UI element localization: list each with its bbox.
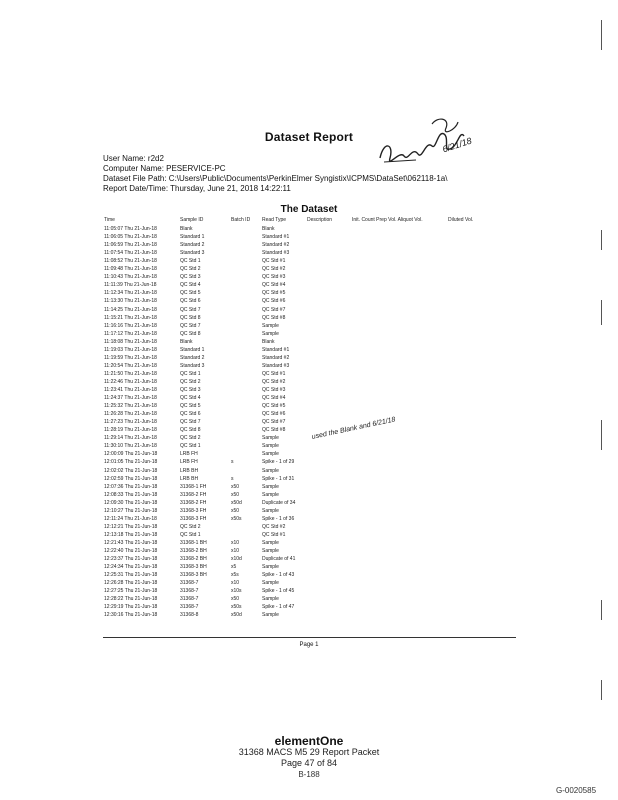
table-row (0, 508, 618, 515)
cell-time: 11:06:59 Thu 21-Jun-18 (104, 242, 157, 249)
cell-sample-id: QC Std 3 (180, 387, 201, 393)
cell-time: 11:26:28 Thu 21-Jun-18 (104, 411, 157, 418)
table-row (0, 347, 618, 354)
report-title: Dataset Report (264, 130, 354, 144)
cell-sample-id: Standard 3 (180, 362, 205, 369)
table-row (0, 524, 618, 531)
cell-time: 11:24:37 Thu 21-Jun-18 (104, 395, 157, 402)
cell-batch-id: x5s (231, 572, 239, 579)
table-row (0, 532, 618, 539)
cell-time: 12:12:21 Thu 21-Jun-18 (104, 523, 158, 530)
cell-read-type: Spike - 1 of 47 (262, 604, 295, 611)
cell-time: 11:13:30 Thu 21-Jun-18 (104, 298, 157, 305)
cell-read-type: Standard #2 (262, 242, 290, 249)
table-row (0, 339, 618, 346)
cell-read-type: Sample (262, 467, 279, 474)
col-header-volumes: Init. Count Prep Vol. Aliquot Vol. (352, 217, 423, 223)
cell-read-type: Sample (262, 580, 279, 587)
cell-time: 11:28:19 Thu 21-Jun-18 (104, 427, 157, 434)
table-row (0, 411, 618, 418)
cell-time: 12:28:22 Thu 21-Jun-18 (104, 596, 158, 603)
cell-read-type: Sample (262, 491, 279, 498)
cell-time: 11:06:05 Thu 21-Jun-18 (104, 234, 157, 241)
cell-batch-id: x5 (231, 564, 237, 571)
table-row (0, 403, 618, 410)
cell-time: 12:13:18 Thu 21-Jun-18 (104, 531, 158, 538)
cell-sample-id: 31368-3 BH (180, 564, 207, 571)
cell-read-type: Spike - 1 of 36 (262, 515, 295, 522)
cell-read-type: QC Std #7 (262, 306, 286, 313)
table-row (0, 435, 618, 442)
cell-sample-id: QC Std 7 (180, 322, 201, 329)
cell-read-type: Sample (262, 322, 279, 329)
cell-time: 12:21:43 Thu 21-Jun-18 (104, 539, 158, 546)
bates-number: B-188 (298, 770, 320, 779)
cell-sample-id: Standard 1 (180, 234, 205, 241)
cell-batch-id: x50d (231, 612, 242, 619)
cell-sample-id: QC Std 1 (180, 531, 201, 538)
packet-page: Page 47 of 84 (280, 758, 338, 768)
table-row (0, 355, 618, 362)
cell-read-type: QC Std #2 (262, 266, 286, 273)
cell-time: 11:16:16 Thu 21-Jun-18 (104, 322, 157, 329)
table-row (0, 427, 618, 434)
cell-read-type: Standard #2 (262, 354, 290, 361)
document-id: G-0020585 (556, 786, 597, 795)
cell-sample-id: 31368-2 FH (180, 491, 207, 498)
cell-read-type: Sample (262, 539, 279, 546)
cell-time: 11:17:12 Thu 21-Jun-18 (104, 330, 157, 337)
meta-computer: Computer Name: PESERVICE-PC (103, 164, 226, 173)
table-row (0, 387, 618, 394)
cell-read-type: Spike - 1 of 31 (262, 475, 295, 482)
meta-dataset-path: Dataset File Path: C:\Users\Public\Documents\PerkinElmer Syngistix\ICPMS\DataSet\062118-1a\ (103, 174, 448, 183)
table-row (0, 516, 618, 523)
cell-read-type: QC Std #8 (262, 427, 286, 434)
cell-sample-id: QC Std 2 (180, 435, 201, 442)
cell-sample-id: QC Std 8 (180, 427, 201, 434)
cell-sample-id: 31368-3 FH (180, 515, 207, 522)
cell-time: 11:09:48 Thu 21-Jun-18 (104, 266, 157, 273)
cell-read-type: Spike - 1 of 43 (262, 572, 295, 579)
cell-read-type: Sample (262, 507, 279, 514)
page-number: Page 1 (299, 642, 319, 648)
cell-sample-id: LRB BH (180, 467, 199, 474)
cell-sample-id: 31368-1 BH (180, 539, 207, 546)
cell-sample-id: QC Std 4 (180, 282, 201, 289)
cell-read-type: QC Std #5 (262, 403, 286, 410)
cell-read-type: Spike - 1 of 29 (262, 459, 295, 466)
cell-read-type: Duplicate of 34 (262, 499, 296, 506)
table-row (0, 540, 618, 547)
col-header-time: Time (104, 217, 115, 223)
cell-batch-id: x50 (231, 507, 240, 514)
scan-edge-mark (601, 20, 602, 50)
cell-sample-id: 31368-2 FH (180, 499, 207, 506)
cell-batch-id: x50 (231, 483, 240, 490)
cell-time: 12:26:28 Thu 21-Jun-18 (104, 580, 158, 587)
table-row (0, 266, 618, 273)
cell-batch-id: x10 (231, 580, 240, 587)
table-row (0, 476, 618, 483)
table-row (0, 274, 618, 281)
table-row (0, 226, 618, 233)
cell-time: 11:05:07 Thu 21-Jun-18 (104, 226, 157, 232)
cell-read-type: Sample (262, 612, 279, 619)
cell-time: 11:15:21 Thu 21-Jun-18 (104, 314, 157, 321)
table-row (0, 564, 618, 571)
cell-batch-id: x50 (231, 596, 240, 603)
cell-sample-id: QC Std 6 (180, 411, 201, 418)
cell-time: 11:25:32 Thu 21-Jun-18 (104, 403, 157, 410)
dataset-title: The Dataset (280, 204, 338, 215)
cell-batch-id: x10 (231, 548, 240, 554)
cell-sample-id: QC Std 1 (180, 370, 201, 377)
table-row (0, 307, 618, 314)
page-divider (103, 637, 516, 638)
table-row (0, 580, 618, 587)
cell-time: 12:11:24 Thu 21-Jun-18 (104, 515, 157, 522)
cell-time: 11:11:39 Thu 21-Jun-18 (104, 282, 157, 289)
cell-sample-id: QC Std 2 (180, 523, 201, 530)
cell-time: 11:21:50 Thu 21-Jun-18 (104, 370, 157, 377)
cell-time: 12:02:02 Thu 21-Jun-18 (104, 467, 158, 474)
table-row (0, 500, 618, 507)
cell-sample-id: Standard 3 (180, 250, 205, 257)
cell-batch-id: x50s (231, 515, 242, 522)
cell-sample-id: QC Std 7 (180, 419, 201, 426)
table-row (0, 234, 618, 241)
brand-name: elementOne (274, 734, 344, 748)
meta-report-datetime: Report Date/Time: Thursday, June 21, 2018 14:22:11 (103, 184, 291, 193)
scan-edge-mark (601, 300, 602, 325)
cell-time: 12:01:05 Thu 21-Jun-18 (104, 459, 158, 466)
cell-read-type: QC Std #2 (262, 378, 286, 385)
table-row (0, 242, 618, 249)
cell-sample-id: QC Std 5 (180, 403, 201, 410)
table-row (0, 315, 618, 322)
cell-time: 11:14:25 Thu 21-Jun-18 (104, 306, 157, 313)
cell-read-type: QC Std #2 (262, 523, 286, 530)
cell-time: 11:20:54 Thu 21-Jun-18 (104, 362, 157, 369)
cell-read-type: Standard #1 (262, 234, 290, 241)
cell-sample-id: Blank (180, 338, 193, 345)
cell-read-type: Sample (262, 564, 279, 571)
cell-read-type: QC Std #4 (262, 282, 286, 289)
cell-time: 11:12:34 Thu 21-Jun-18 (104, 290, 157, 297)
cell-batch-id: x50 (231, 491, 240, 498)
cell-read-type: Standard #3 (262, 362, 290, 369)
cell-read-type: Duplicate of 41 (262, 556, 296, 563)
cell-read-type: Sample (262, 435, 279, 442)
cell-sample-id: QC Std 3 (180, 274, 201, 281)
cell-time: 12:25:31 Thu 21-Jun-18 (104, 572, 158, 579)
cell-read-type: Sample (262, 483, 279, 490)
cell-sample-id: Standard 1 (180, 346, 205, 353)
col-header-sample-id: Sample ID (180, 217, 204, 223)
cell-sample-id: 31368-8 (180, 612, 199, 619)
table-row (0, 395, 618, 402)
cell-read-type: Sample (262, 596, 279, 603)
cell-batch-id: x10s (231, 588, 242, 595)
table-row (0, 484, 618, 491)
cell-read-type: QC Std #1 (262, 258, 286, 265)
cell-sample-id: 31368-2 BH (180, 548, 207, 554)
cell-sample-id: QC Std 8 (180, 314, 201, 321)
handwritten-note: used the Blank and 6/21/18 (311, 416, 397, 441)
cell-read-type: QC Std #4 (262, 395, 286, 402)
cell-batch-id: x50s (231, 604, 242, 611)
table-row (0, 596, 618, 603)
table-row (0, 443, 618, 450)
cell-sample-id: QC Std 5 (180, 290, 201, 297)
cell-time: 11:19:03 Thu 21-Jun-18 (104, 346, 157, 353)
table-row (0, 556, 618, 563)
cell-read-type: QC Std #7 (262, 419, 286, 426)
table-row (0, 379, 618, 386)
table-row (0, 250, 618, 257)
col-header-description: Description (307, 217, 333, 223)
scan-edge-mark (601, 600, 602, 620)
cell-time: 12:29:19 Thu 21-Jun-18 (104, 604, 158, 611)
cell-read-type: Sample (262, 443, 279, 450)
scan-edge-mark (601, 230, 602, 250)
col-header-diluted: Diluted Vol. (448, 217, 474, 223)
cell-sample-id: 31368-7 (180, 580, 199, 587)
cell-time: 12:08:33 Thu 21-Jun-18 (104, 491, 158, 498)
table-row (0, 298, 618, 305)
col-header-batch-id: Batch ID (231, 217, 251, 223)
cell-time: 11:07:54 Thu 21-Jun-18 (104, 250, 157, 257)
cell-sample-id: QC Std 8 (180, 330, 201, 337)
cell-time: 11:08:52 Thu 21-Jun-18 (104, 258, 157, 265)
cell-time: 11:27:23 Thu 21-Jun-18 (104, 419, 157, 426)
table-row (0, 459, 618, 466)
cell-sample-id: Standard 2 (180, 242, 205, 249)
cell-batch-id: x10d (231, 556, 242, 563)
table-row (0, 492, 618, 499)
cell-time: 12:23:37 Thu 21-Jun-18 (104, 556, 158, 563)
table-row (0, 331, 618, 338)
cell-time: 11:19:59 Thu 21-Jun-18 (104, 354, 157, 361)
cell-time: 12:10:27 Thu 21-Jun-18 (104, 507, 158, 514)
cell-read-type: Spike - 1 of 45 (262, 588, 295, 595)
cell-sample-id: 31368-7 (180, 604, 199, 611)
cell-batch-id: s (231, 459, 234, 466)
table-row (0, 588, 618, 595)
scan-edge-mark (601, 420, 602, 450)
cell-read-type: QC Std #6 (262, 411, 286, 418)
scan-edge-mark (601, 680, 602, 700)
cell-time: 11:30:10 Thu 21-Jun-18 (104, 443, 157, 450)
table-row (0, 290, 618, 297)
cell-batch-id: s (231, 475, 234, 482)
cell-read-type: QC Std #3 (262, 387, 286, 393)
cell-sample-id: QC Std 1 (180, 258, 201, 265)
cell-sample-id: 31368-3 BH (180, 572, 207, 579)
cell-time: 12:22:40 Thu 21-Jun-18 (104, 548, 158, 554)
cell-read-type: Standard #1 (262, 346, 290, 353)
table-row (0, 468, 618, 475)
cell-sample-id: Standard 2 (180, 354, 205, 361)
table-row (0, 572, 618, 579)
table-row (0, 548, 618, 555)
cell-sample-id: QC Std 4 (180, 395, 201, 402)
cell-sample-id: 31368-7 (180, 588, 199, 595)
cell-time: 12:07:36 Thu 21-Jun-18 (104, 483, 158, 490)
table-row (0, 451, 618, 458)
cell-time: 12:30:16 Thu 21-Jun-18 (104, 612, 158, 619)
cell-read-type: QC Std #1 (262, 531, 286, 538)
signature-date: 6/21/18 (441, 135, 473, 155)
cell-read-type: QC Std #3 (262, 274, 286, 281)
cell-time: 12:09:30 Thu 21-Jun-18 (104, 499, 158, 506)
report-packet: 31368 MACS M5 29 Report Packet (238, 747, 380, 757)
cell-read-type: QC Std #6 (262, 298, 286, 305)
cell-read-type: Sample (262, 451, 279, 458)
cell-sample-id: QC Std 1 (180, 443, 201, 450)
cell-read-type: Sample (262, 548, 279, 554)
cell-batch-id: x50d (231, 499, 242, 506)
cell-sample-id: LRB FH (180, 459, 198, 466)
cell-time: 12:27:25 Thu 21-Jun-18 (104, 588, 158, 595)
cell-sample-id: QC Std 7 (180, 306, 201, 313)
cell-read-type: QC Std #8 (262, 314, 286, 321)
cell-time: 12:24:34 Thu 21-Jun-18 (104, 564, 158, 571)
cell-sample-id: QC Std 2 (180, 266, 201, 273)
cell-read-type: QC Std #5 (262, 290, 286, 297)
cell-batch-id: x10 (231, 539, 240, 546)
cell-sample-id: LRB FH (180, 451, 198, 458)
table-row (0, 282, 618, 289)
meta-user: User Name: r2d2 (103, 154, 164, 163)
cell-sample-id: QC Std 6 (180, 298, 201, 305)
table-row (0, 419, 618, 426)
cell-time: 12:00:09 Thu 21-Jun-18 (104, 451, 158, 458)
cell-sample-id: Blank (180, 226, 193, 232)
cell-sample-id: 31368-3 FH (180, 507, 207, 514)
cell-sample-id: 31368-1 FH (180, 483, 207, 490)
cell-read-type: Blank (262, 338, 275, 345)
cell-time: 11:29:14 Thu 21-Jun-18 (104, 435, 157, 442)
cell-sample-id: QC Std 2 (180, 378, 201, 385)
cell-time: 12:02:59 Thu 21-Jun-18 (104, 475, 158, 482)
cell-time: 11:22:46 Thu 21-Jun-18 (104, 378, 157, 385)
cell-sample-id: 31368-7 (180, 596, 199, 603)
table-row (0, 363, 618, 370)
cell-read-type: Sample (262, 330, 279, 337)
cell-read-type: Blank (262, 226, 275, 232)
table-row (0, 604, 618, 611)
cell-read-type: QC Std #1 (262, 370, 286, 377)
cell-time: 11:23:41 Thu 21-Jun-18 (104, 387, 157, 393)
table-row (0, 371, 618, 378)
cell-read-type: Standard #3 (262, 250, 290, 257)
col-header-read-type: Read Type (262, 217, 287, 223)
cell-sample-id: LRB BH (180, 475, 199, 482)
cell-time: 11:10:43 Thu 21-Jun-18 (104, 274, 157, 281)
cell-time: 11:18:08 Thu 21-Jun-18 (104, 338, 157, 345)
table-row (0, 612, 618, 619)
table-row (0, 258, 618, 265)
cell-sample-id: 31368-2 BH (180, 556, 207, 563)
table-row (0, 323, 618, 330)
